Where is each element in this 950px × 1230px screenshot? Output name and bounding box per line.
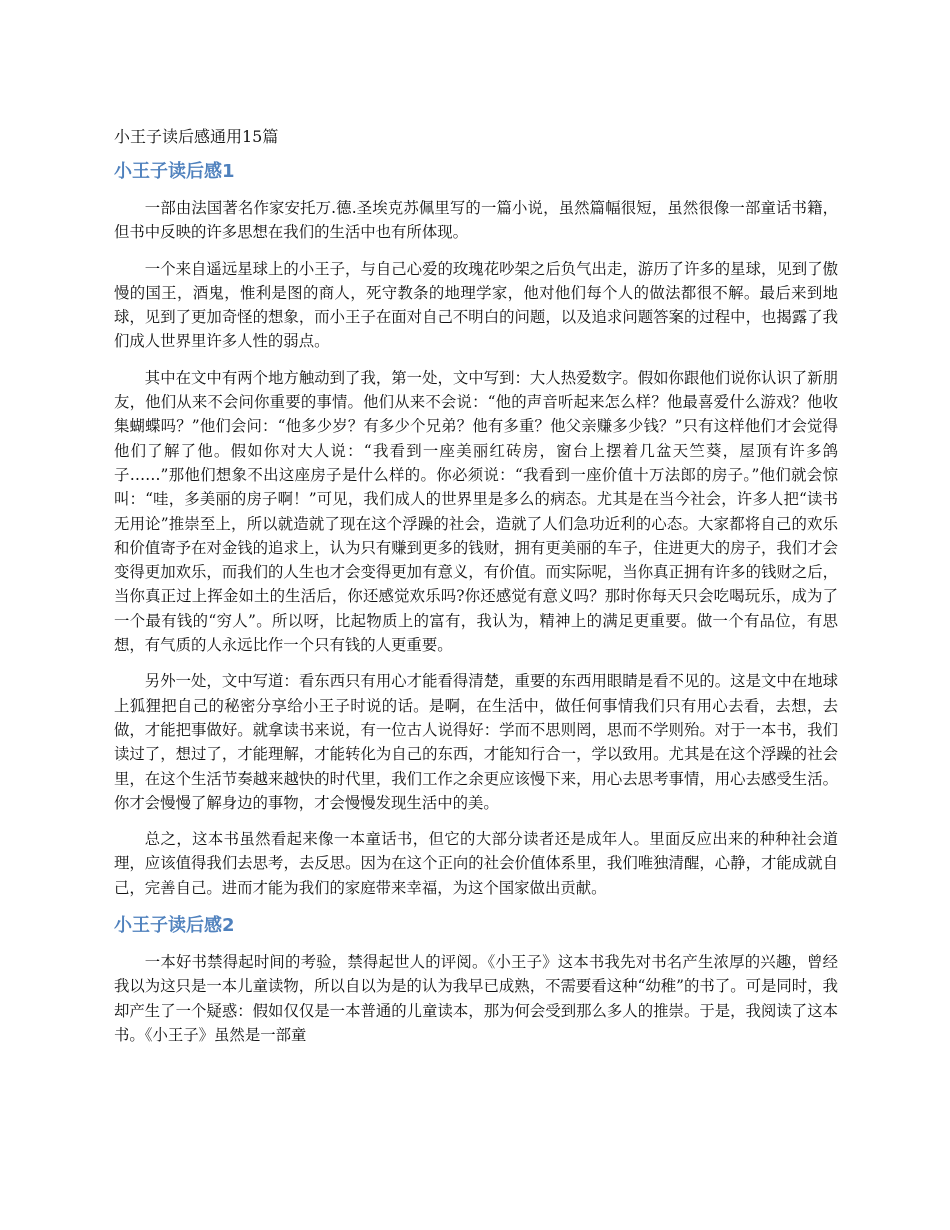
section-heading: 小王子读后感2 <box>114 915 235 937</box>
document-page <box>114 124 838 1059</box>
paragraph: 其中在文中有两个地方触动到了我，第一处，文中写到：大人热爱数字。假如你跟他们说你认识了新朋友，他们从来不会问你重要的事情。他们从来不会说：“他的声音听起来怎么样？他最喜爱什么游戏？他收集蝴蝶吗？”他们会问：“他多少岁？有多少个兄弟？他有多重？他父亲赚多少钱？”只有这样他们才会觉得他们了解了他。假如你对大人说：“我看到一座美丽红砖房，窗台上摆着几盆天竺葵，屋顶有许多鸽子……”那他们想象不出这座房子是什么样的。你必须说：“我看到一座价值十万法郎的房子。”他们就会惊叫：“哇，多美丽的房子啊！”可见，我们成人的世界里是多么的病态。尤其是在当今社会，许多人把“读书无用论”推崇至上，所以就造就了现在这个浮躁的社会，造就了人们急功近利的心态。大家都将自己的欢乐和价值寄予在对金钱的追求上，认为只有赚到更多的钱财，拥有更美丽的车子，住进更大的房子，我们才会变得更加欢乐，而我们的人生也才会变得更加有意义，有价值。而实际呢，当你真正拥有许多的钱财之后，当你真正过上挥金如土的生活后，你还感觉欢乐吗?你还感觉有意义吗？那时你每天只会吃喝玩乐，成为了一个最有钱的“穷人”。所以呀，比起物质上的富有，我认为，精神上的满足更重要。做一个有品位，有思想，有气质的人永远比作一个只有钱的人更重要。 <box>114 368 838 655</box>
paragraph: 一部由法国著名作家安托万.德.圣埃克苏佩里写的一篇小说，虽然篇幅很短，虽然很像一部童话书籍，但书中反映的许多思想在我们的生活中也有所体现。 <box>114 199 838 242</box>
document-title: 小王子读后感通用15篇 <box>114 127 279 146</box>
section-1 <box>114 158 838 900</box>
paragraph: 一本好书禁得起时间的考验，禁得起世人的评阅。《小王子》这本书我先对书名产生浓厚的兴趣，曾经我以为这只是一本儿童读物，所以自以为是的认为我早已成熟，不需要看这种“幼稚”的书了。可是同时，我却产生了一个疑惑：假如仅仅是一本普通的儿童读本，那为何会受到那么多人的推崇。于是，我阅读了这本书。《小王子》虽然是一部童 <box>114 953 838 1044</box>
paragraph: 另外一处，文中写道：看东西只有用心才能看得清楚，重要的东西用眼睛是看不见的。这是文中在地球上狐狸把自己的秘密分享给小王子时说的话。是啊，在生活中，做任何事情我们只有用心去看，去想，去做，才能把事做好。就拿读书来说，有一位古人说得好：学而不思则罔，思而不学则殆。对于一本书，我们读过了，想过了，才能理解，才能转化为自己的东西，才能知行合一，学以致用。尤其是在这个浮躁的社会里，在这个生活节奏越来越快的时代里，我们工作之余更应该慢下来，用心去思考事情，用心去感受生活。你才会慢慢了解身边的事物，才会慢慢发现生活中的美。 <box>114 672 838 812</box>
section-heading: 小王子读后感1 <box>114 161 235 182</box>
section-2 <box>114 912 838 1047</box>
paragraph: 总之，这本书虽然看起来像一本童话书，但它的大部分读者还是成年人。里面反应出来的种种社会道理，应该值得我们去思考，去反思。因为在这个正向的社会价值体系里，我们唯独清醒，心静，才能成就自己，完善自己。进而才能为我们的家庭带来幸福，为这个国家做出贡献。 <box>114 830 838 897</box>
paragraph: 一个来自遥远星球上的小王子，与自己心爱的玫瑰花吵架之后负气出走，游历了许多的星球，见到了傲慢的国王，酒鬼，惟利是图的商人，死守教条的地理学家，他对他们每个人的做法都很不解。最后来到地球，见到了更加奇怪的想象，而小王子在面对自己不明白的问题，以及追求问题答案的过程中，也揭露了我们成人世界里许多人性的弱点。 <box>114 259 838 351</box>
